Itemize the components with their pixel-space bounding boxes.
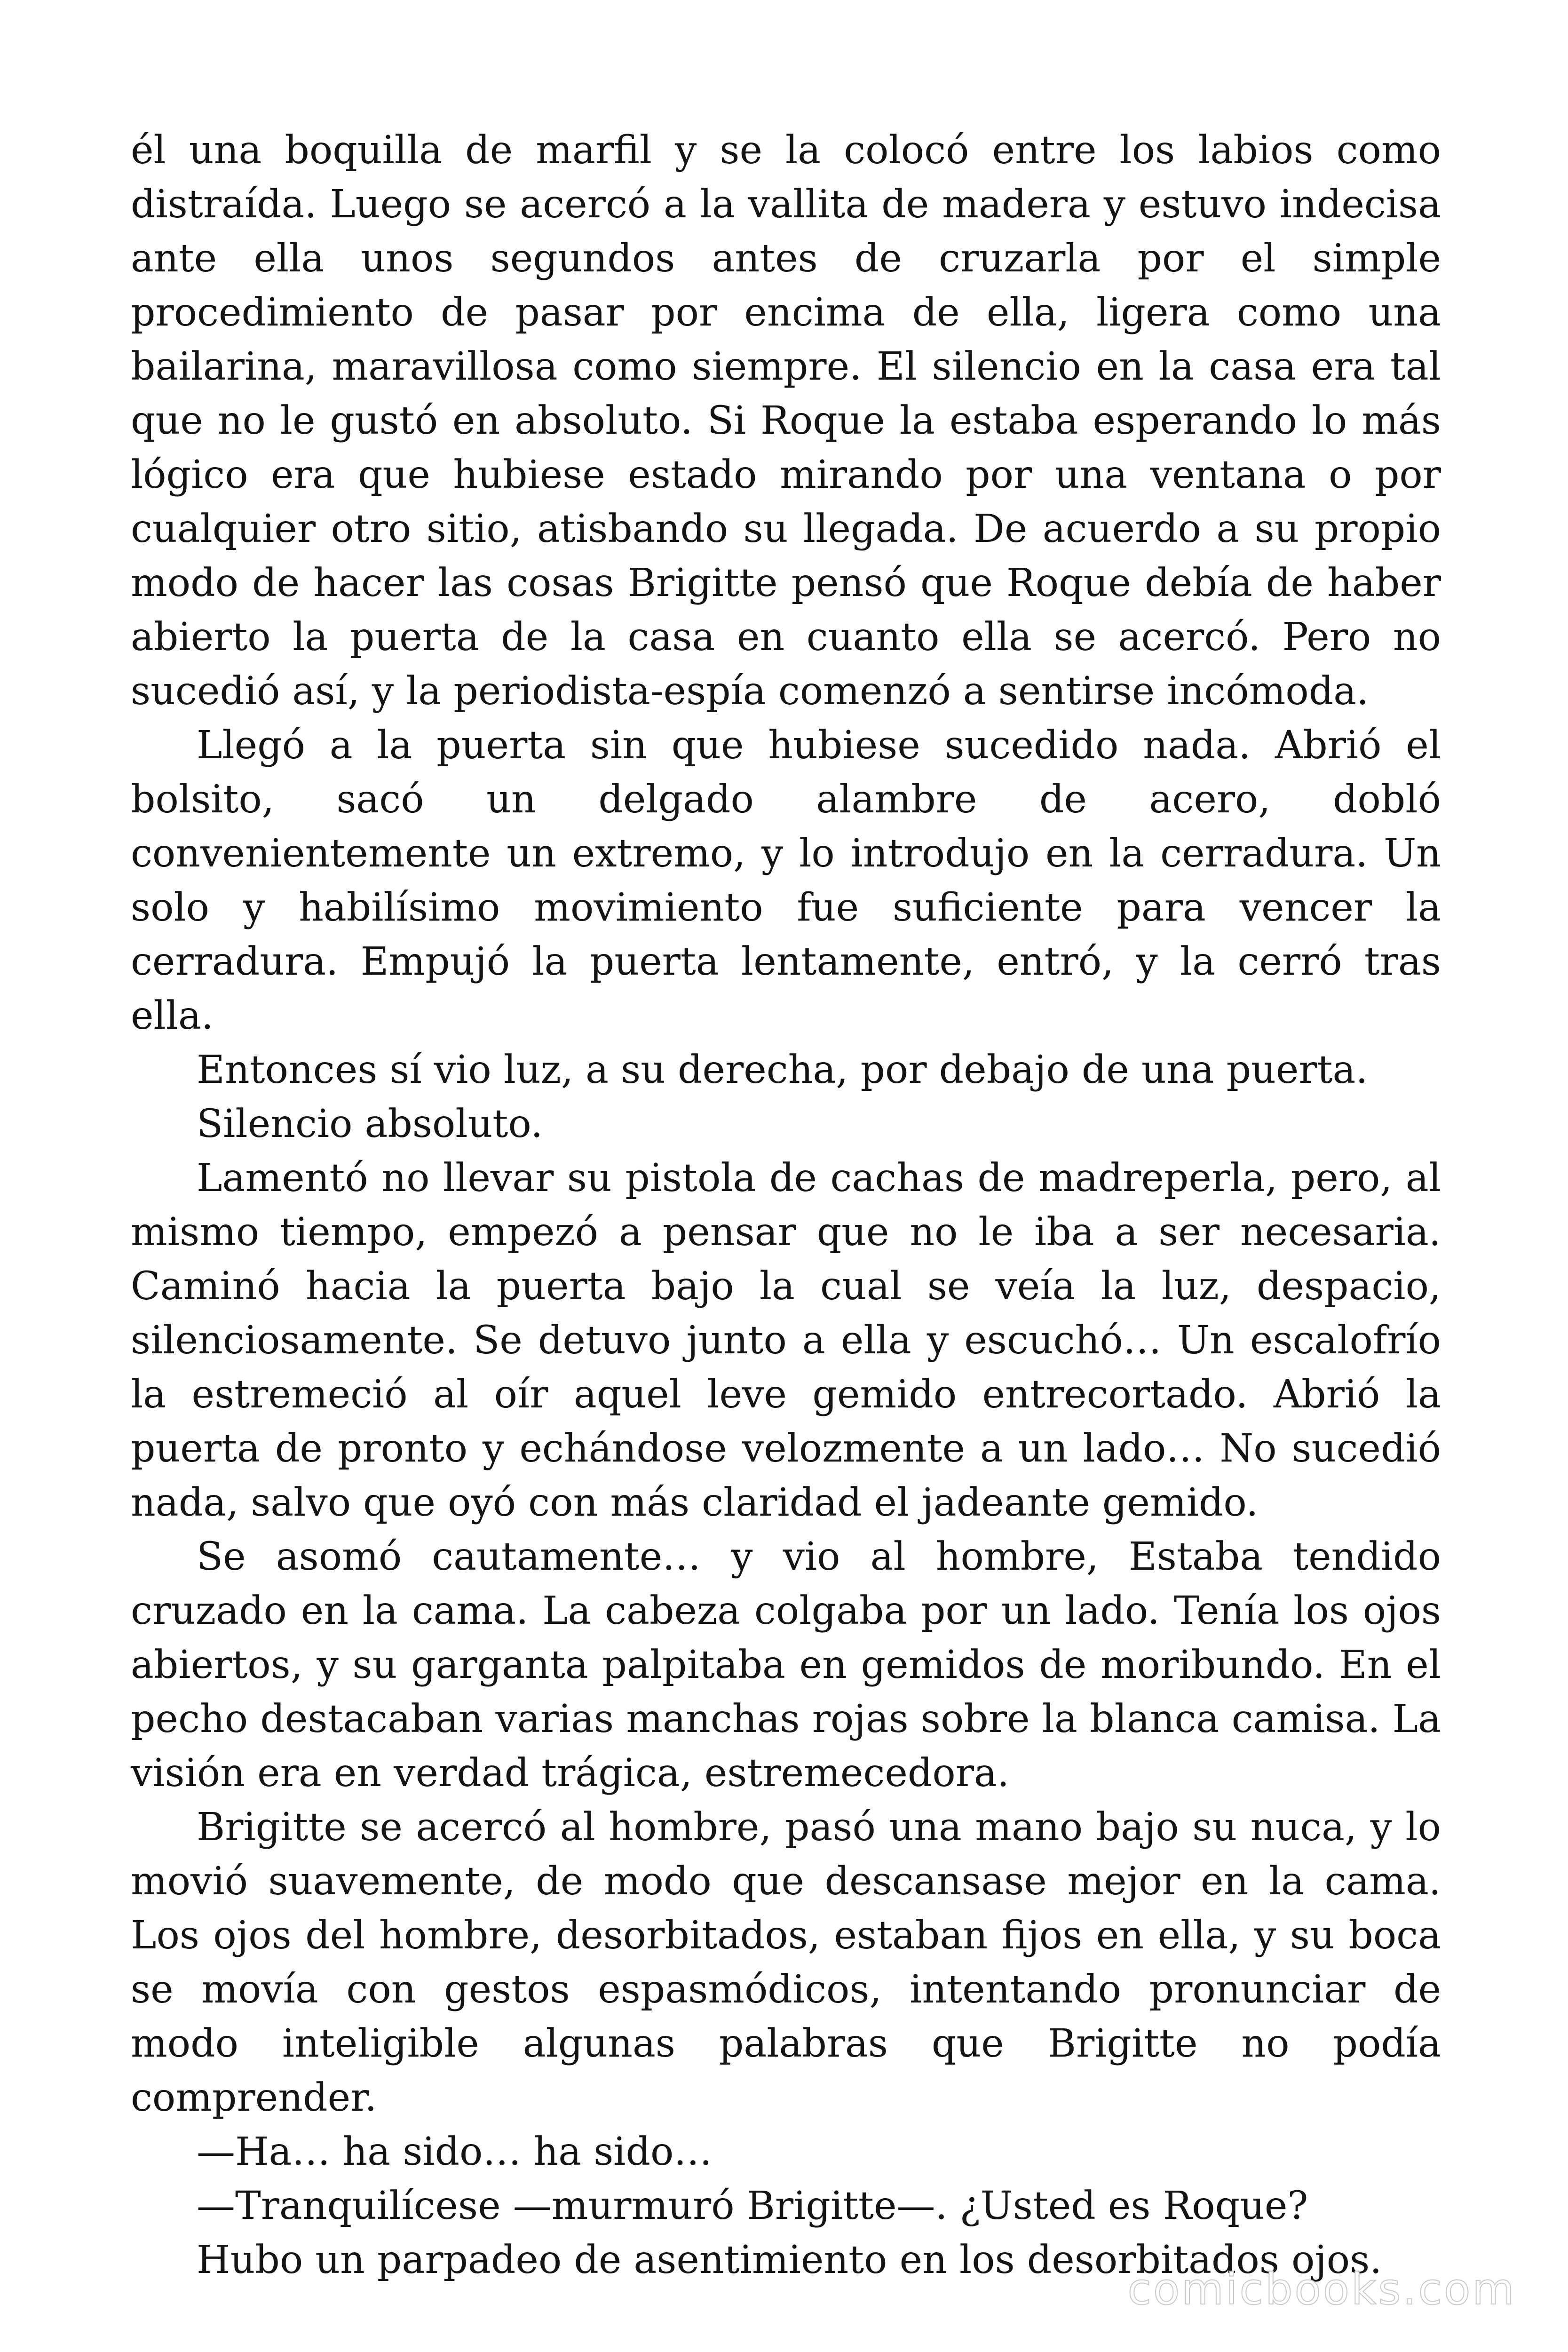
body-text [131,123,1441,2287]
dialogue-line: —Ha… ha sido… ha sido… [197,2130,713,2174]
paragraph: Silencio absoluto. [197,1102,543,1146]
paragraph: él una boquilla de marfil y se la colocó entre los labios como distraída. Luego se acercó a la vallita de madera y estuvo indecisa ante ella unos segundos antes de cruzarla por el simple procedimiento de pasar por encima de ella, ligera como una bailarina, maravillosa como siempre. El silencio en la casa era tal que no le gustó en absoluto. Si Roque la estaba esperando lo más lógico era que hubiese estado mirando por una ventana o por cualquier otro sitio, atisbando su llegada. De acuerdo a su propio modo de hacer las cosas Brigitte pensó que Roque debía de haber abierto la puerta de la casa en cuanto ella se acercó. Pero no sucedió así, y la periodista-espía comenzó a sentirse incómoda. [131,128,1441,714]
dialogue-line: —Tranquilícese —murmuró Brigitte—. ¿Usted es Roque? [197,2184,1308,2228]
watermark: comicbooks.com [1127,2264,1516,2314]
paragraph: Se asomó cautamente… y vio al hombre, Estaba tendido cruzado en la cama. La cabeza colgaba por un lado. Tenía los ojos abiertos, y su garganta palpitaba en gemidos de moribundo. En el pecho destacaban varias manchas rojas sobre la blanca camisa. La visión era en verdad trágica, estremecedora. [131,1534,1441,1796]
paragraph: Brigitte se acercó al hombre, pasó una mano bajo su nuca, y lo movió suavemente, de modo que descansase mejor en la cama. Los ojos del hombre, desorbitados, estaban fijos en ella, y su boca se movía con gestos espasmódicos, intentando pronunciar de modo inteligible algunas palabras que Brigitte no podía comprender. [131,1805,1441,2120]
paragraph: Lamentó no llevar su pistola de cachas de madreperla, pero, al mismo tiempo, empezó a pensar que no le iba a ser necesaria. Caminó hacia la puerta bajo la cual se veía la luz, despacio, silenciosamente. Se detuvo junto a ella y escuchó… Un escalofrío la estremeció al oír aquel leve gemido entrecortado. Abrió la puerta de pronto y echándose velozmente a un lado… No sucedió nada, salvo que oyó con más claridad el jadeante gemido. [131,1156,1441,1525]
paragraph: Llegó a la puerta sin que hubiese sucedido nada. Abrió el bolsito, sacó un delgado alambre de acero, dobló convenientemente un extremo, y lo introdujo en la cerradura. Un solo y habilísimo movimiento fue suficiente para vencer la cerradura. Empujó la puerta lentamente, entró, y la cerró tras ella. [131,723,1441,1038]
paragraph: Hubo un parpadeo de asentimiento en los desorbitados ojos. [197,2238,1382,2282]
paragraph: Entonces sí vio luz, a su derecha, por debajo de una puerta. [197,1048,1368,1092]
